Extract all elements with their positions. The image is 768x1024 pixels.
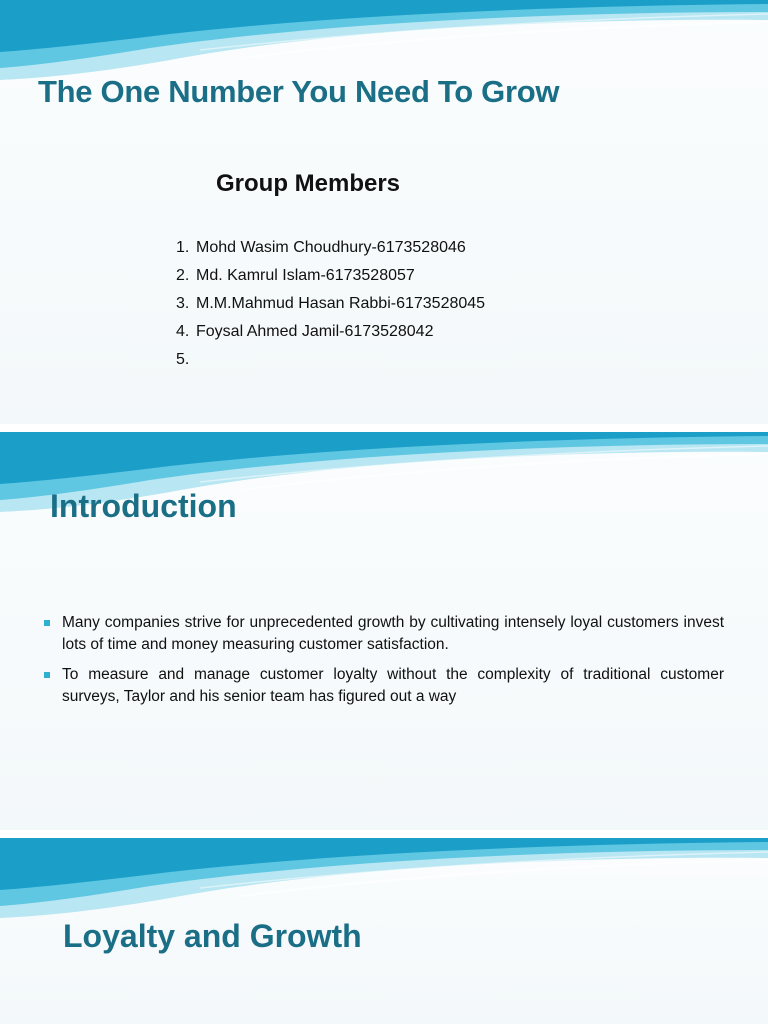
square-bullet-icon (44, 620, 50, 626)
slide-2 (0, 432, 768, 830)
slide-1 (0, 0, 768, 424)
square-bullet-icon (44, 672, 50, 678)
slide-title: The One Number You Need To Grow (38, 74, 560, 109)
members-heading: Group Members (216, 170, 401, 197)
bullet-item (44, 612, 724, 656)
member-item (176, 264, 485, 292)
wave-decoration (0, 838, 768, 918)
member-number: 2. (176, 267, 190, 284)
wave-decoration (0, 0, 768, 80)
slide-title: Introduction (50, 488, 237, 524)
member-item (176, 292, 485, 320)
member-name: Mohd Wasim Choudhury-6173528046 (196, 239, 466, 256)
member-name: Foysal Ahmed Jamil-6173528042 (196, 323, 434, 340)
bullet-text: To measure and manage customer loyalty without the complexity of traditional customer surveys, Taylor and his senior team has figured out a way (62, 666, 724, 705)
bullet-item (44, 664, 724, 708)
member-item (176, 236, 485, 264)
member-name: Md. Kamrul Islam-6173528057 (196, 267, 415, 284)
slide-3 (0, 838, 768, 1024)
slide-title: Loyalty and Growth (63, 918, 362, 954)
members-list (176, 236, 485, 376)
member-number: 4. (176, 323, 190, 340)
bullet-text: Many companies strive for unprecedented growth by cultivating intensely loyal customers invest lots of time and money measuring customer satisfaction. (62, 614, 724, 653)
bullet-list (44, 612, 724, 716)
slide-divider (0, 830, 768, 838)
member-item (176, 348, 485, 376)
member-number: 5. (176, 351, 190, 368)
member-name: M.M.Mahmud Hasan Rabbi-6173528045 (196, 295, 486, 312)
slide-divider (0, 424, 768, 432)
member-number: 1. (176, 239, 190, 256)
member-item (176, 320, 485, 348)
member-number: 3. (176, 295, 190, 312)
